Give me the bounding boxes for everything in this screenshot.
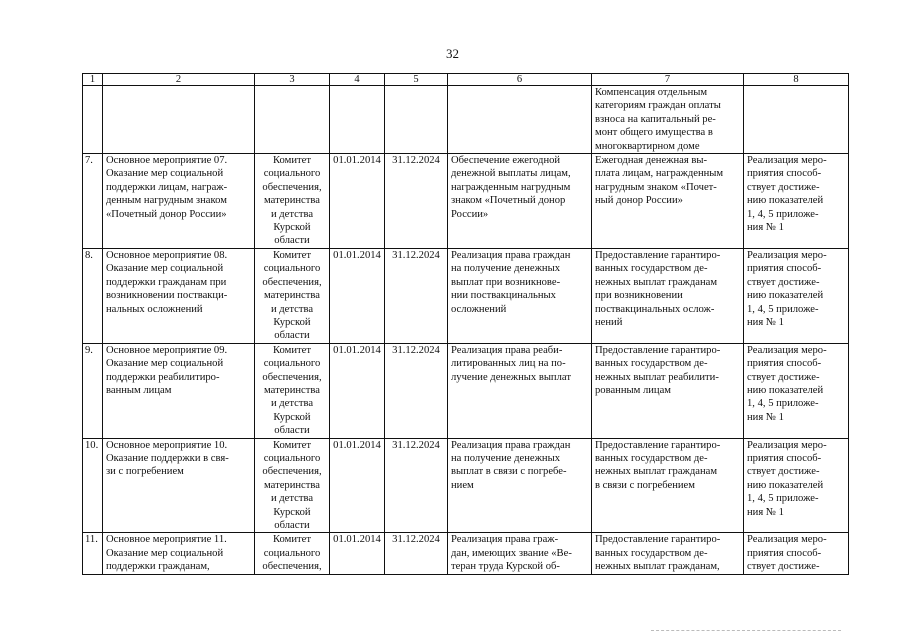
responsible-executor <box>255 438 330 533</box>
text-line: нием <box>451 479 474 491</box>
text-line: Комитет <box>273 439 311 451</box>
responsible-executor <box>255 154 330 249</box>
text-line: Основное мероприятие 08. <box>106 249 228 261</box>
text-line: Основное мероприятие 10. <box>106 439 228 451</box>
text-line: выплат при возникнове- <box>451 276 561 288</box>
text-line: материнства <box>264 384 320 396</box>
text-line: нию показателей <box>747 384 824 396</box>
end-date: 31.12.2024 <box>385 438 448 533</box>
text-line: Основное мероприятие 07. <box>106 155 228 167</box>
empty-cell <box>448 86 592 154</box>
expected-result <box>448 248 592 343</box>
text-line: Курской <box>273 316 311 328</box>
text-line: Предоставление гарантиро- <box>595 534 721 546</box>
text-line: нежных выплат гражданам <box>595 466 718 478</box>
end-date: 31.12.2024 <box>385 248 448 343</box>
text-line: нений <box>595 316 623 328</box>
text-line: и детства <box>270 398 314 410</box>
start-date: 01.01.2014 <box>330 343 385 438</box>
text-line: 1, 4, 5 приложе- <box>747 208 819 220</box>
text-line: знаком «Почетный донор <box>451 195 566 207</box>
text-line: нию показателей <box>747 195 824 207</box>
scan-artifact <box>651 628 841 631</box>
table-row <box>83 154 849 249</box>
text-line: обеспечения, <box>262 561 322 573</box>
row-number: 8. <box>83 248 103 343</box>
end-date: 31.12.2024 <box>385 154 448 249</box>
start-date: 01.01.2014 <box>330 154 385 249</box>
text-line: взноса на капитальный ре- <box>595 113 716 125</box>
text-line: 1, 4, 5 приложе- <box>747 303 819 315</box>
text-line: социального <box>263 263 321 275</box>
header-cell: 7 <box>592 74 744 86</box>
header-cell: 6 <box>448 74 592 86</box>
indicator-link <box>744 343 849 438</box>
text-line: рованным лицам <box>595 384 671 396</box>
text-line: социального <box>263 452 321 464</box>
header-cell: 4 <box>330 74 385 86</box>
expected-result <box>448 343 592 438</box>
text-line: многоквартирном доме <box>595 140 700 152</box>
text-line: области <box>274 330 310 342</box>
text-line: и детства <box>270 303 314 315</box>
text-line: ный донор России» <box>595 195 683 207</box>
text-line: области <box>274 425 310 437</box>
text-line: на получение денежных <box>451 452 561 464</box>
text-line: Реализация права реаби- <box>451 344 563 356</box>
text-line: Комитет <box>273 344 311 356</box>
expected-result <box>448 533 592 575</box>
indicator-link <box>744 438 849 533</box>
text-line: ствует достиже- <box>747 561 820 573</box>
program-table <box>82 73 849 575</box>
text-line: обеспечения, <box>262 181 322 193</box>
text-line: поствакцинальных ослож- <box>595 303 715 315</box>
text-line: приятия способ- <box>747 358 822 370</box>
text-line: области <box>274 520 310 531</box>
empty-cell <box>255 86 330 154</box>
text-line: ствует достиже- <box>747 181 820 193</box>
text-line: поддержки реабилитиро- <box>106 371 220 383</box>
text-line: ния № 1 <box>747 222 784 234</box>
text-line: Оказание мер социальной <box>106 547 224 559</box>
text-line: обеспечения, <box>262 371 322 383</box>
text-line: монт общего имущества в <box>595 127 713 139</box>
text-line: приятия способ- <box>747 547 822 559</box>
result-description <box>592 533 744 575</box>
text-line: и детства <box>270 493 314 505</box>
table-row <box>83 343 849 438</box>
text-line: Оказание поддержки в свя- <box>106 452 229 464</box>
text-line: области <box>274 235 310 247</box>
text-line: Реализация права граждан <box>451 439 571 451</box>
text-line: Оказание мер социальной <box>106 263 224 275</box>
text-line: приятия способ- <box>747 263 822 275</box>
activity-name <box>103 154 255 249</box>
indicator-link <box>744 248 849 343</box>
activity-name <box>103 343 255 438</box>
text-line: Основное мероприятие 11. <box>106 534 227 546</box>
text-line: Реализация права граждан <box>451 249 571 261</box>
text-line: лучение денежных выплат <box>451 371 571 383</box>
text-line: ванных государством де- <box>595 547 708 559</box>
text-line: материнства <box>264 479 320 491</box>
text-line: Комитет <box>273 249 311 261</box>
text-line: денежной выплаты лицам, <box>451 168 571 180</box>
responsible-executor <box>255 248 330 343</box>
result-description <box>592 438 744 533</box>
row-number: 9. <box>83 343 103 438</box>
text-line: приятия способ- <box>747 168 822 180</box>
text-line: социального <box>263 358 321 370</box>
text-line: нагрудным знаком «Почет- <box>595 181 717 193</box>
text-line: поддержки гражданам при <box>106 276 227 288</box>
text-line: обеспечения, <box>262 466 322 478</box>
indicator-link <box>744 533 849 575</box>
result-description <box>592 343 744 438</box>
text-line: материнства <box>264 195 320 207</box>
text-line: Компенсация отдельным <box>595 87 708 98</box>
text-line: Оказание мер социальной <box>106 358 224 370</box>
row-number: 10. <box>83 438 103 533</box>
text-line: Реализация меро- <box>747 249 827 261</box>
text-line: Предоставление гарантиро- <box>595 344 721 356</box>
text-line: и детства <box>270 208 314 220</box>
text-line: возникновении поствакци- <box>106 290 228 302</box>
continuation-row <box>83 86 849 154</box>
result-description <box>592 154 744 249</box>
text-line: социального <box>263 168 321 180</box>
text-line: нежных выплат гражданам <box>595 276 718 288</box>
start-date: 01.01.2014 <box>330 533 385 575</box>
text-line: поддержки лицам, награж- <box>106 181 228 193</box>
activity-name <box>103 248 255 343</box>
empty-cell <box>744 86 849 154</box>
start-date: 01.01.2014 <box>330 248 385 343</box>
text-line: Курской <box>273 506 311 518</box>
empty-cell <box>103 86 255 154</box>
continuation-result-cell <box>592 86 744 154</box>
text-line: Реализация права граж- <box>451 534 559 546</box>
result-description <box>592 248 744 343</box>
text-line: ванным лицам <box>106 384 172 396</box>
text-line: денным нагрудным знаком <box>106 195 227 207</box>
text-line: «Почетный донор России» <box>106 208 227 220</box>
text-line: ванных государством де- <box>595 452 708 464</box>
text-line: на получение денежных <box>451 263 561 275</box>
text-line: нальных осложнений <box>106 303 203 315</box>
text-line: дан, имеющих звание «Ве- <box>451 547 572 559</box>
text-line: 1, 4, 5 приложе- <box>747 398 819 410</box>
text-line: Комитет <box>273 155 311 167</box>
responsible-executor <box>255 533 330 575</box>
header-cell: 1 <box>83 74 103 86</box>
text-line: Курской <box>273 222 311 234</box>
text-line: ния № 1 <box>747 506 784 518</box>
text-line: Реализация меро- <box>747 534 827 546</box>
end-date: 31.12.2024 <box>385 343 448 438</box>
text-line: осложнений <box>451 303 507 315</box>
table-row <box>83 438 849 533</box>
text-line: России» <box>451 208 489 220</box>
responsible-executor <box>255 343 330 438</box>
text-line: социального <box>263 547 321 559</box>
activity-name <box>103 533 255 575</box>
row-number: 7. <box>83 154 103 249</box>
text-line: ния № 1 <box>747 411 784 423</box>
text-line: зи с погребением <box>106 466 184 478</box>
text-line: Предоставление гарантиро- <box>595 439 721 451</box>
page-number: 32 <box>446 46 459 61</box>
text-line: ствует достиже- <box>747 276 820 288</box>
text-line: категориям граждан оплаты <box>595 100 721 112</box>
start-date: 01.01.2014 <box>330 438 385 533</box>
text-line: при возникновении <box>595 290 683 302</box>
empty-cell <box>330 86 385 154</box>
text-line: в связи с погребением <box>595 479 695 491</box>
text-line: приятия способ- <box>747 452 822 464</box>
text-line: плата лицам, награжденным <box>595 168 724 180</box>
text-line: Реализация меро- <box>747 155 827 167</box>
indicator-link <box>744 154 849 249</box>
text-line: выплат в связи с погребе- <box>451 466 567 478</box>
text-line: 1, 4, 5 приложе- <box>747 493 819 505</box>
text-line: нию показателей <box>747 479 824 491</box>
text-line: нии поствакцинальных <box>451 290 556 302</box>
text-line: поддержки гражданам, <box>106 561 210 573</box>
text-line: ванных государством де- <box>595 263 708 275</box>
text-line: ния № 1 <box>747 316 784 328</box>
text-line: ствует достиже- <box>747 371 820 383</box>
text-line: ванных государством де- <box>595 358 708 370</box>
header-cell: 3 <box>255 74 330 86</box>
text-line: нежных выплат гражданам, <box>595 561 720 573</box>
text-line: Курской <box>273 411 311 423</box>
text-line: нежных выплат реабилити- <box>595 371 719 383</box>
empty-cell <box>385 86 448 154</box>
text-line: Ежегодная денежная вы- <box>595 155 708 167</box>
table-row <box>83 533 849 575</box>
text-line: Предоставление гарантиро- <box>595 249 721 261</box>
header-cell: 2 <box>103 74 255 86</box>
expected-result <box>448 438 592 533</box>
activity-name <box>103 438 255 533</box>
text-line: Реализация меро- <box>747 439 827 451</box>
text-line: ствует достиже- <box>747 466 820 478</box>
header-cell: 5 <box>385 74 448 86</box>
text-line: нию показателей <box>747 290 824 302</box>
end-date: 31.12.2024 <box>385 533 448 575</box>
text-line: Обеспечение ежегодной <box>451 155 561 167</box>
text-line: Основное мероприятие 09. <box>106 344 228 356</box>
text-line: обеспечения, <box>262 276 322 288</box>
text-line: награжденным нагрудным <box>451 181 571 193</box>
table-row <box>83 248 849 343</box>
text-line: материнства <box>264 290 320 302</box>
empty-cell <box>83 86 103 154</box>
header-row <box>83 74 849 86</box>
text-line: теран труда Курской об- <box>451 561 560 573</box>
text-line: Оказание мер социальной <box>106 168 224 180</box>
text-line: Комитет <box>273 534 311 546</box>
row-number: 11. <box>83 533 103 575</box>
expected-result <box>448 154 592 249</box>
header-cell: 8 <box>744 74 849 86</box>
text-line: литированных лиц на по- <box>451 358 566 370</box>
text-line: Реализация меро- <box>747 344 827 356</box>
